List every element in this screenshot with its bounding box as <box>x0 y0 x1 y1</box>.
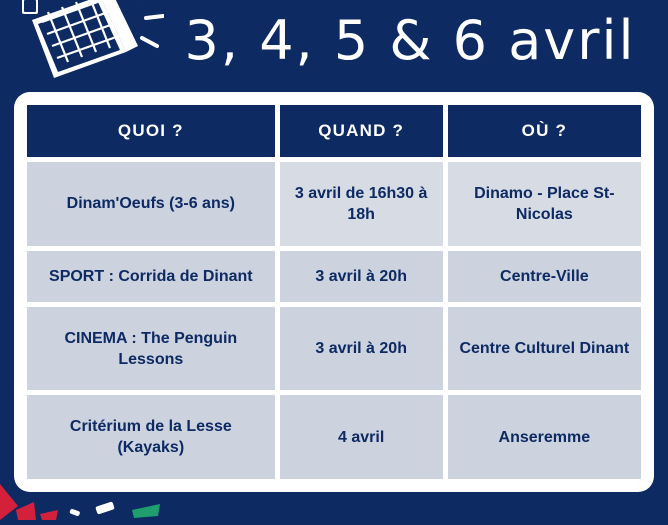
column-header-ou: OÙ ? <box>448 105 641 157</box>
schedule-card <box>14 92 654 492</box>
cell-ou: Anseremme <box>448 395 641 479</box>
poster-header <box>0 0 668 92</box>
column-header-quoi: QUOI ? <box>27 105 275 157</box>
cell-quoi: Critérium de la Lesse (Kayaks) <box>27 395 275 479</box>
cell-quoi: Dinam'Oeufs (3-6 ans) <box>27 162 275 246</box>
cell-ou: Centre-Ville <box>448 251 641 302</box>
cell-quoi: CINEMA : The Penguin Lessons <box>27 307 275 391</box>
table-row <box>27 307 641 391</box>
table-row <box>27 395 641 479</box>
page-title: 3, 4, 5 & 6 avril <box>184 9 636 72</box>
table-row <box>27 162 641 246</box>
cell-ou: Dinamo - Place St-Nicolas <box>448 162 641 246</box>
cell-quoi: SPORT : Corrida de Dinant <box>27 251 275 302</box>
cell-ou: Centre Culturel Dinant <box>448 307 641 391</box>
cell-quand: 3 avril à 20h <box>280 251 443 302</box>
cell-quand: 4 avril <box>280 395 443 479</box>
schedule-table <box>22 100 646 484</box>
cell-quand: 3 avril de 16h30 à 18h <box>280 162 443 246</box>
confetti-decoration <box>0 480 668 520</box>
table-row <box>27 251 641 302</box>
column-header-quand: QUAND ? <box>280 105 443 157</box>
cell-quand: 3 avril à 20h <box>280 307 443 391</box>
table-header-row <box>27 105 641 157</box>
megaphone-icon <box>14 0 164 95</box>
